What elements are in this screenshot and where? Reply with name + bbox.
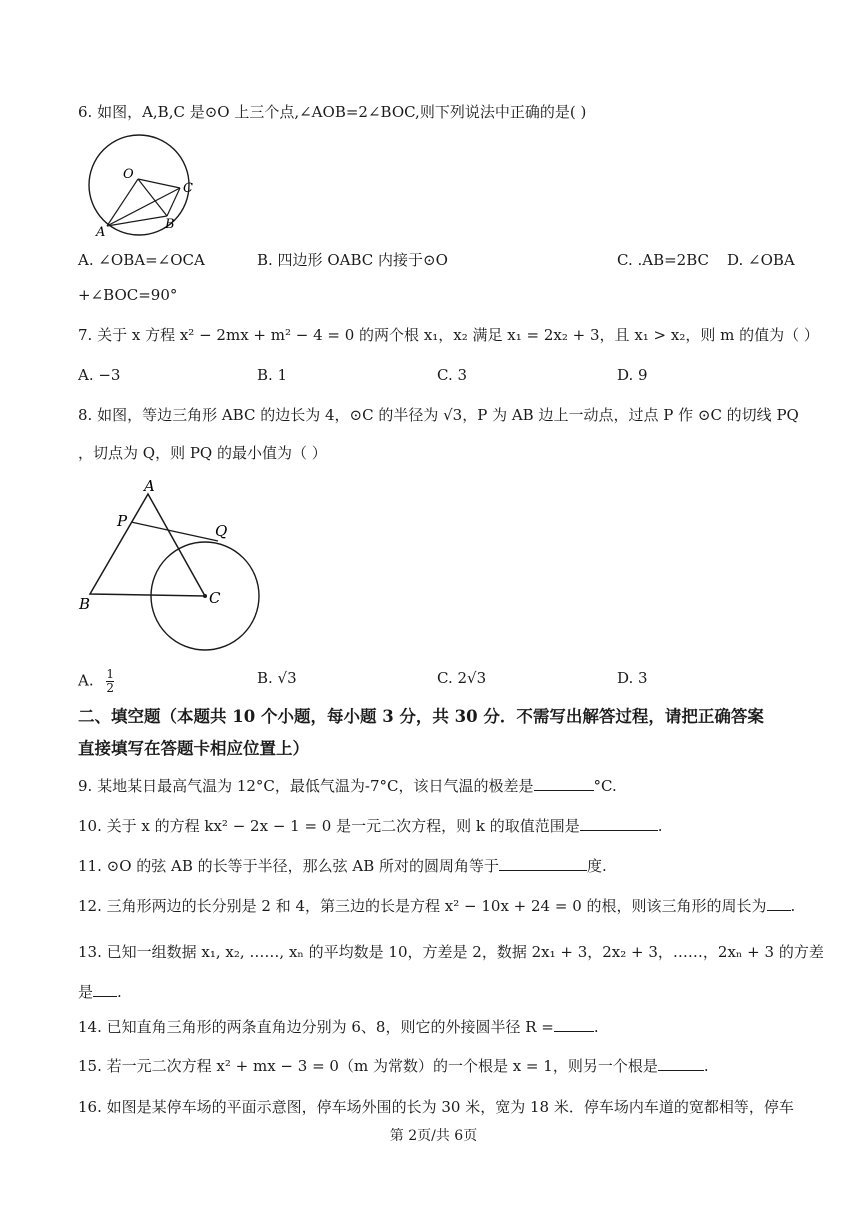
q8-triangle-circle-figure — [76, 475, 266, 655]
q8-option-d: D. 3 — [617, 669, 648, 687]
q7-option-a: A. −3 — [78, 366, 121, 384]
label-c: C — [183, 181, 193, 196]
q8-option-a — [78, 668, 114, 695]
q6-circle-figure — [76, 128, 206, 240]
q14-line — [78, 1017, 599, 1037]
q6-option-d: D. ∠OBA — [727, 251, 795, 269]
q11-line — [78, 856, 607, 876]
q13-end: . — [117, 983, 122, 1001]
q7-option-d: D. 9 — [617, 366, 648, 384]
q13-line1: 13. 已知一组数据 x₁, x₂, ……, xₙ 的平均数是 10，方差是 2，数据 2x₁ + 3，2x₂ + 3，……，2xₙ + 3 的方差 — [78, 943, 824, 961]
q12-end: . — [790, 897, 796, 915]
q8-stem-line2: ，切点为 Q，则 PQ 的最小值为（ ） — [78, 444, 327, 462]
q6-option-b: B. 四边形 OABC 内接于⊙O — [257, 251, 448, 269]
q10-end: . — [657, 817, 663, 835]
label-a: A — [144, 477, 155, 495]
q7-option-c: C. 3 — [437, 366, 468, 384]
q14-text: 14. 已知直角三角形的两条直角边分别为 6、8，则它的外接圆半径 R = — [78, 1018, 554, 1036]
q6-option-d-continued: +∠BOC=90° — [78, 286, 178, 304]
answer-blank — [93, 982, 117, 997]
q8-stem-line1: 8. 如图，等边三角形 ABC 的边长为 4，⊙C 的半径为 √3，P 为 AB 边上一动点，过点 P 作 ⊙C 的切线 PQ — [78, 406, 799, 424]
answer-blank — [499, 856, 587, 871]
q15-text: 15. 若一元二次方程 x² + mx − 3 = 0（m 为常数）的一个根是 x = 1，则另一个根是 — [78, 1057, 658, 1075]
section2-heading-line2: 直接填写在答题卡相应位置上） — [78, 739, 309, 758]
label-q: Q — [215, 522, 228, 540]
q6-stem: 6. 如图，A,B,C 是⊙O 上三个点,∠AOB=2∠BOC,则下列说法中正确的是( ) — [78, 103, 587, 121]
q13-line2 — [78, 982, 122, 1002]
q7-option-b: B. 1 — [257, 366, 288, 384]
fraction-denominator: 2 — [106, 681, 115, 695]
q9-text: 9. 某地某日最高气温为 12°C，最低气温为-7°C，该日气温的极差是 — [78, 777, 534, 795]
label-b: B — [79, 595, 91, 613]
q16-stem: 16. 如图是某停车场的平面示意图，停车场外围的长为 30 米，宽为 18 米．停车场内车道的宽都相等，停车 — [78, 1098, 794, 1116]
q15-line — [78, 1056, 709, 1076]
q6-option-a: A. ∠OBA=∠OCA — [78, 251, 205, 269]
q8-option-a-label: A. — [78, 671, 94, 690]
answer-blank — [767, 896, 791, 911]
label-c: C — [209, 589, 221, 607]
answer-blank — [658, 1056, 704, 1071]
q11-unit: 度. — [587, 857, 607, 875]
q7-stem: 7. 关于 x 方程 x² − 2mx + m² − 4 = 0 的两个根 x₁，x₂ 满足 x₁ = 2x₂ + 3，且 x₁ > x₂，则 m 的值为（ ） — [78, 326, 819, 344]
answer-blank — [580, 816, 658, 831]
q15-end: . — [703, 1057, 709, 1075]
q11-text: 11. ⊙O 的弦 AB 的长等于半径，那么弦 AB 所对的圆周角等于 — [78, 857, 500, 875]
q9-unit: °C. — [593, 777, 617, 795]
q8-option-b: B. √3 — [257, 669, 297, 687]
q9-line — [78, 776, 617, 796]
q14-end: . — [593, 1018, 599, 1036]
q12-text: 12. 三角形两边的长分别是 2 和 4，第三边的长是方程 x² − 10x + 24 = 0 的根，则该三角形的周长为 — [78, 897, 767, 915]
q13-text: 是 — [78, 983, 94, 1001]
answer-blank — [554, 1017, 594, 1032]
fraction-numerator: 1 — [106, 667, 115, 681]
section2-heading-line1: 二、填空题（本题共 10 个小题，每小题 3 分，共 30 分．不需写出解答过程，请把正确答案 — [78, 707, 764, 726]
q6-option-c: C. .AB=2BC — [617, 251, 709, 269]
q10-text: 10. 关于 x 的方程 kx² − 2x − 1 = 0 是一元二次方程，则 k 的取值范围是 — [78, 817, 580, 835]
q10-line — [78, 816, 663, 836]
q8-option-a-fraction — [106, 668, 114, 695]
q12-line — [78, 896, 795, 916]
label-b: B — [165, 217, 175, 232]
label-o: O — [123, 167, 134, 182]
page-footer: 第 2页/共 6页 — [389, 1128, 478, 1144]
answer-blank — [534, 776, 594, 791]
label-p: P — [117, 512, 128, 530]
label-a: A — [96, 225, 106, 240]
q8-option-c: C. 2√3 — [437, 669, 487, 687]
